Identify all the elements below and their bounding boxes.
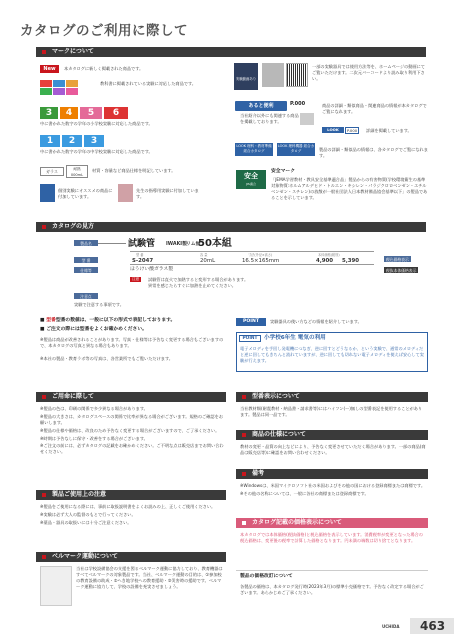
pioneer-icon [118,184,133,202]
elem-3-badge: 3 [40,107,58,119]
warn-text: 試験管は直火で加熱すると変形する場合があります。 [148,277,249,282]
junior-3-badge: 3 [84,135,104,147]
section-safety-header: 製品ご使用上の注意 [36,490,226,500]
view-spec-value: ほうけい酸ガラス製 [130,267,174,272]
point-title-2: 小学校6年生 電気の利用 [264,335,326,341]
glass-badge: ガラス [40,167,64,176]
new-text: 本カタログに新しく掲載された商品です。 [64,66,144,71]
safety-notes: ※製品をご使用になる際には、事前に取扱説明書をよくお読みの上、正しくご使用ください。 ※実験は必ず大人の監督のもとで行ってください。 ※薬品・器具の取扱いには十分ご注意ください。 [40,504,216,525]
spec-change-text: 教材の変更・品質の向上などにより、予告なく変更させていただく場合があります。一部の商品(商品は販売店等)に確認をお問い合わせください。 [240,444,426,455]
look-text: 詳細を掲載しています。 [366,128,412,133]
junior-1-badge: 1 [40,135,60,147]
model-note-line-2: ※本社の製品・教育ラボ等の写真は、各営業所でもご覧いただけます。 [40,356,173,361]
section-view-header: カタログの見方 [36,222,426,232]
elem-text: 中に書かれた数字の学年の小学校実験に対応した商品です。 [40,121,153,126]
junior-text: 中に書かれた数字の学年の中学校実験に対応した商品です。 [40,149,153,154]
section-model-change-header: 型番表示について [236,392,428,402]
page-number: 463 [420,619,446,633]
page-title: カタログのご利用に際して [20,23,188,39]
price-change-sub: 製品の価格改訂について [240,574,293,579]
video-text: 一部の実験器具では使用方法等を、ホームページの動画にてご覧いただけます。二次元バーコードより読み取り利用下さい。 [312,64,425,81]
related-text-2: 商品の詳細・類似商品・関連商品の情報が本カタログでご覧になれます。 [322,103,427,114]
related-thumbnail [300,113,314,125]
video-badge: 実験動画あり [234,63,258,90]
new-badge: New [40,65,59,73]
section-mark-header: マークについて [36,47,426,57]
elem-6-badge: 6 [104,107,128,119]
video-thumbnail [262,63,284,87]
pioneer-text: 先生の指導用実験に付加しています。 [136,188,199,199]
warn-tag: 注意 [132,277,140,281]
teacher-text: 個別実験にオススメの商品に付加しています。 [58,188,113,199]
glass-text: 材質・容量など商品仕様を明記しています。 [92,168,176,173]
warn-text-2: 異常を感じたらすぐに加熱を止めてください。 [148,283,236,288]
view-name-label: 製品名 [74,240,98,246]
related-badge: あると便利 [235,101,287,111]
look2-b-badge: LOOK 理科機器 総合カタログ [277,143,315,156]
model-note-2: ■ ご注文の際には型番をよくお確かめください。 [40,327,147,332]
view-title-count: 50本組 [198,238,232,249]
bell-text: 当社は学校設備協会の支援を図るベルマーク運動に協力しており、教育機器はすべてベルマークの対象製品です。当社、ベルマーク運動の目的は、①参加校の教育設備の助成・②へき地学校への教育援助・③災害時の援助です。ベルマーク運動に協力して、学校の設備を充実させましょう。 [76,566,223,589]
related-price: P.000 [290,101,306,107]
bell-mark-icon [40,566,72,606]
order-notes: ※製品の色は、印刷の関係で多少異なる場合があります。 ※製品の大きさは、カタログスペースの関係で比率が異なる場合がございます。規格のご確認をお願いします。 ※製品の仕様や価格は、改良のため予告なく変更する場合がございますので、ご了承ください。 ※時期は予告なしに保守・改善をする場合がございます。 ※ご注文の前には、必ずカタログの記載をお確かめください。ご不明な点は販売店までお問い合わせください。 [40,406,224,455]
model-note-line-1: ※製品は商品が改善されることがあります。写真・仕様等は予告なく変更する場合もございますので、本カタログの写真と異なる場合もあります。 [40,337,224,348]
view-title-name: 試験管 [128,239,156,249]
point-tag: POINT [236,318,266,326]
model-note-1: ■ 型番型番の数値は、一般に以下の形式で表記しております。 [40,318,176,323]
junior-2-badge: 2 [62,135,82,147]
look2-text: 製品の詳細・類似品の情報は、各カタログでご覧になれます。 [319,147,428,158]
view-title-maker: IWAKI製 [166,242,187,247]
look-page: P.000 [347,128,358,133]
section-order-header: ご用命に際して [36,392,226,402]
look-badge: LOOK [322,127,344,133]
look2-a-badge: LOOK 理科・教材準備 総合カタログ [235,143,273,156]
point-text-2: 電子メロディを手回し発電機につなぎ、逆に回すとどうなるか、という実験で、通常のメロディだと逆に回してもきちんと流れていますが、逆に回しても切れない電子メロディを使えば安心して実験が行えます。 [240,346,424,363]
safety-text: 「JEMA学習教材・教具安全基準適合品」製品からの有害物質(学校環境衛生の基準対象物質:ホルムアルデヒド・トルエン・キシレン・パラジクロロベンゼン・エチルベンゼン・スチレン)の放散が一般社団法人日本教材備品協会基準以下」の製品であることを示しています。 [271,177,428,200]
spec-table: 型 番 容 量 寸法(外径×高さ) 本体価格(税別) S-2047 20mL 16.5×165mm 4,900 5,390 [130,251,374,265]
section-price-change-header: カタログ記載の価格表示について [236,518,428,528]
section-price-header: 商品の仕様について [236,430,428,440]
section-notes-header: 備考 [236,469,428,479]
point-text: 実験器具の使い方などの情報を紹介しています。 [270,319,362,324]
section-bell-header: ベルマーク運動について [36,552,226,562]
note-text: 実験で注意する事項です。 [74,302,124,307]
elem-4-badge: 4 [60,107,78,119]
elem-5-badge: 5 [80,107,102,119]
related-text: 当社紹介以外にも関連する商品を掲載しております。 [240,113,299,124]
model-change-text: 当社教材類(耐震教材・納品書・請求書等)にはハイフン(ー)無しの型番表記を使用することがあります。製品は同一品です。 [240,406,423,417]
temp-badge: 耐熱 000mL [66,165,88,178]
qr-code-icon[interactable] [286,63,308,87]
view-note-label: 注意点 [74,293,98,299]
view-spec-label: 仕様等 [74,267,98,273]
footer-brand: UCHIDA [382,624,400,629]
view-title-rim: リム無 [186,242,201,247]
price-tag-tax: 税込価格表示 [386,256,409,262]
view-model-label: 型 番 [74,257,98,263]
price-change-sub-text: 各製品の価格は、本カタログ発行時(2023年3月)の標準小売価格です。予告なく改定する場合がございます。あらかじめご了承ください。 [240,584,424,595]
textbook-badges [40,80,94,96]
price-change-text: 本カタログでは本体価格(税抜価格)と税込価格を表示しています。消費税率が変更となった場合の税込価格は、変更後の税率で計算した価格となります。円未満の端数は切り捨てとなります。 [240,532,423,543]
safety-badge: 安全 JIS適合 [236,170,266,189]
notes: ※Windowsは、米国マイクロソフト社の米国およびその他の国における登録商標または商標です。 ※その他の名称については、一般に各社の商標または登録商標です。 [240,483,426,496]
price-tag-notax: 税抜本体価格表示 [386,267,417,273]
point-tag-2: POINT [239,335,261,342]
textbook-text: 教科書に掲載されている実験に対応した商品です。 [100,81,196,86]
safety-title: 安全マーク [271,169,295,174]
teacher-icon [40,184,55,202]
